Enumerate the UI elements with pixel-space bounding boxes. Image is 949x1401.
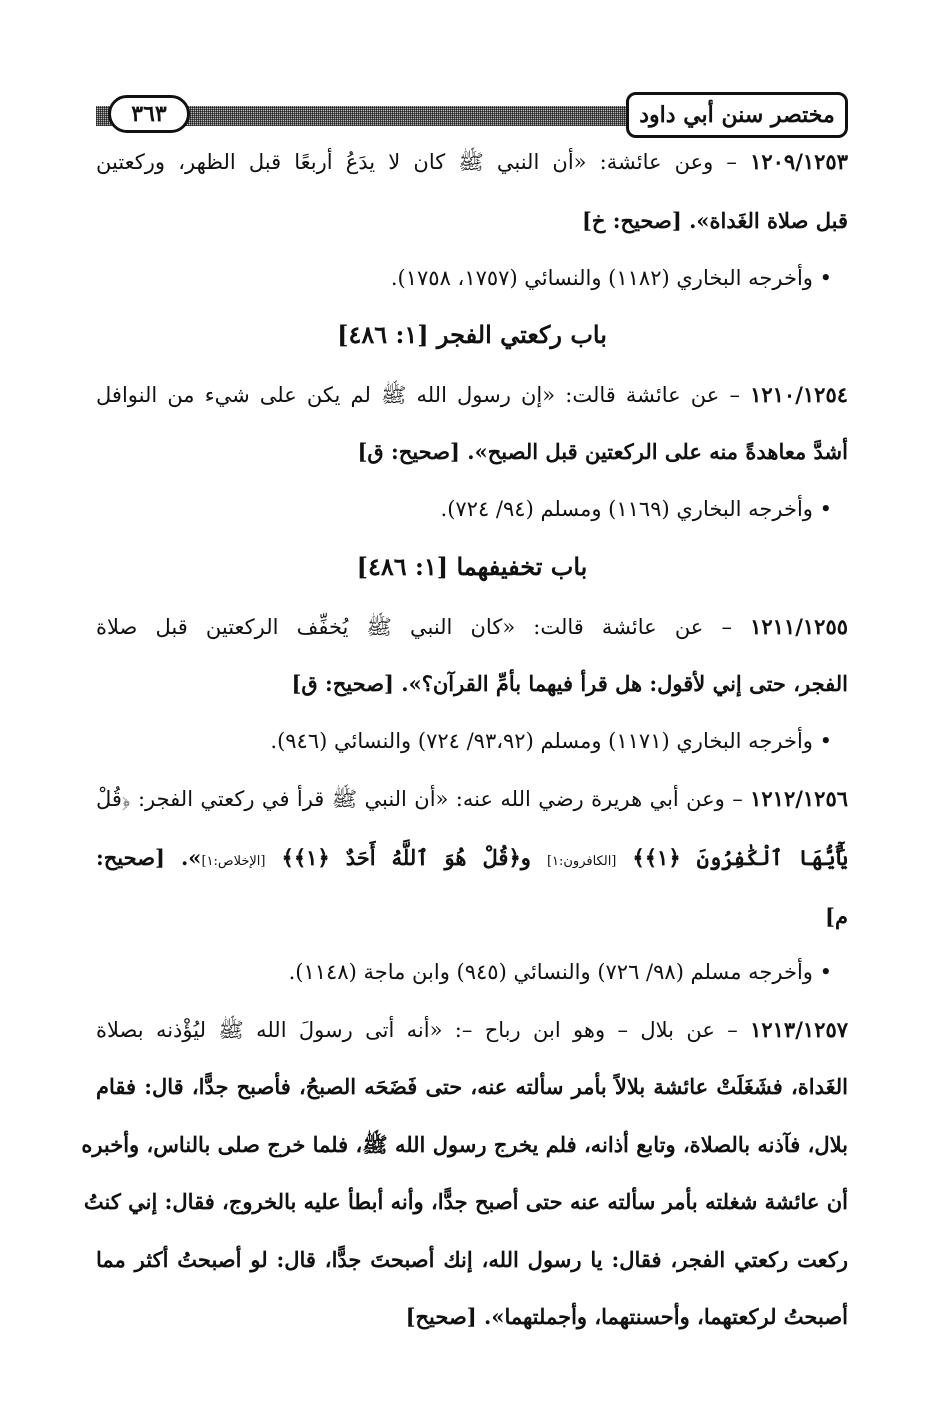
hadith-1254-line-2: أشدَّ معاهدةً منه على الركعتين قبل الصبح». [صحيح: ق] bbox=[357, 439, 848, 464]
hadith-number: ١٢١٣/١٢٥٧ bbox=[750, 1017, 848, 1042]
hadith-1253-line-1 bbox=[96, 147, 848, 177]
hadith-1255-line-2: الفجر، حتى إني لأقول: هل قرأ فيهما بأمِّ القرآن؟». [صحيح: ق] bbox=[291, 671, 848, 696]
grading-label: ». [صحيح: bbox=[96, 845, 202, 870]
hadith-1257-line-6: أصبحتُ لركعتهما، وأحسنتهما، وأجملتهما». [صحيح] bbox=[405, 1304, 848, 1329]
hadith-text: – عن بلال – وهو ابن رباح –: «أنه أتى رسولَ الله ﷺ ليُؤْذنه بصلاة bbox=[96, 1018, 738, 1042]
hadith-1257-line-4: أن عائشة شغلته بأمر سألته عنه حتى أصبح جدًّا، وأنه أبطأ عليه بالخروج، فقال: إني كنتُ bbox=[83, 1189, 848, 1214]
hadith-text: – عن عائشة قالت: «كان النبي ﷺ يُخفِّف الركعتين قبل صلاة bbox=[96, 615, 732, 639]
quran-verse-ikhlas: و﴿قُلْ هُوَ ٱللَّهُ أَحَدٌ ﴿١﴾﴾ bbox=[281, 845, 531, 870]
hadith-text: – عن عائشة قالت: «إن رسول الله ﷺ لم يكن على شيء من النوافل bbox=[96, 383, 740, 407]
hadith-1256-takhrij: • وأخرجه مسلم (٩٨/ ٧٢٦) والنسائي (٩٤٥) وابن ماجة (١١٤٨). bbox=[288, 960, 832, 984]
quran-verse-kafirun: يَٰٓأَيُّهَا ٱلْكَٰفِرُونَ ﴿١﴾﴾ bbox=[632, 845, 849, 870]
chapter-heading-takhfifihima: باب تخفيفهما [١: ٤٨٦] bbox=[356, 552, 588, 581]
chapter-heading-rakati-al-fajr: باب ركعتي الفجر [١: ٤٨٦] bbox=[337, 320, 607, 349]
hadith-1253-takhrij: • وأخرجه البخاري (١١٨٢) والنسائي (١٧٥٧، ١٧٥٨). bbox=[390, 266, 832, 290]
hadith-1254-line-1 bbox=[96, 380, 848, 410]
hadith-text: – وعن عائشة: «أن النبي ﷺ كان لا يدَعُ أربعًا قبل الظهر، وركعتين bbox=[96, 150, 737, 174]
hadith-1256-line-1 bbox=[96, 784, 848, 814]
hadith-number: ١٢١٠/١٢٥٤ bbox=[750, 382, 848, 407]
surah-reference-kafirun: [الكافرون:١] bbox=[546, 854, 617, 869]
hadith-1254-takhrij: • وأخرجه البخاري (١١٦٩) ومسلم (٩٤/ ٧٢٤). bbox=[440, 497, 832, 521]
page-header bbox=[96, 92, 848, 138]
surah-reference-ikhlas: [الإخلاص:١] bbox=[201, 854, 266, 869]
hadith-1257-line-5: ركعت ركعتي الفجر، فقال: يا رسول الله، إنك أصبحتَ جدًّا، قال: لو أصبحتُ أكثر مما bbox=[96, 1247, 848, 1272]
hadith-number: ١٢١١/١٢٥٥ bbox=[750, 614, 848, 639]
hadith-1257-line-1 bbox=[96, 1015, 848, 1045]
hadith-1257-line-2: الغَداة، فشَغَلَتْ عائشة بلالاً بأمر سألته عنه، حتى فَضَحَه الصبحُ، فأصبح جدًّا، قال: فقام bbox=[96, 1074, 848, 1099]
hadith-number: ١٢١٢/١٢٥٦ bbox=[750, 786, 849, 811]
page-number: ٣٦٣ bbox=[108, 95, 190, 133]
hadith-1257-line-3: بلال، فآذنه بالصلاة، وتابع أذانه، فلم يخرج رسول الله ﷺ، فلما خرج صلى بالناس، وأخبره bbox=[81, 1132, 848, 1157]
hadith-1255-line-1 bbox=[96, 612, 848, 642]
hadith-text: – وعن أبي هريرة رضي الله عنه: «أن النبي ﷺ قرأ في ركعتي الفجر: ﴿قُلْ bbox=[96, 787, 743, 811]
hadith-1256-line-2 bbox=[96, 843, 848, 877]
book-title: مختصر سنن أبي داود bbox=[626, 92, 848, 138]
hadith-1255-takhrij: • وأخرجه البخاري (١١٧١) ومسلم (٩٣،٩٢/ ٧٢٤) والنسائي (٩٤٦). bbox=[270, 729, 832, 753]
hadith-1253-line-2: قبل صلاة الغَداة». [صحيح: خ] bbox=[581, 208, 848, 233]
hadith-number: ١٢٠٩/١٢٥٣ bbox=[750, 149, 848, 174]
hadith-1256-line-3: م] bbox=[825, 904, 848, 929]
